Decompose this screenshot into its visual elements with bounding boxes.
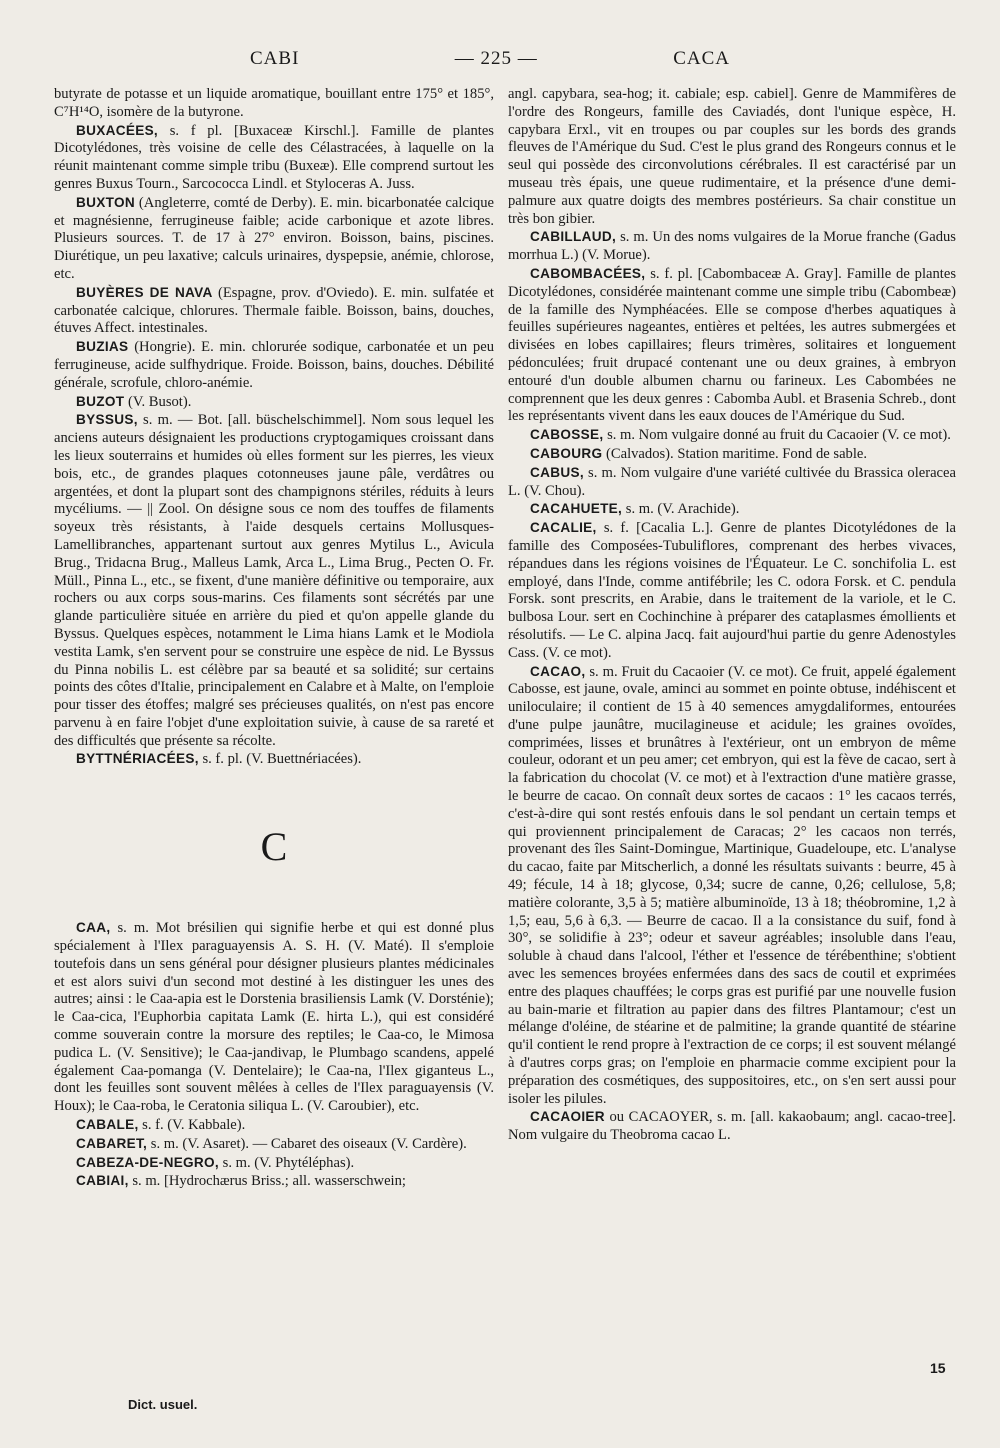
dictionary-entry xyxy=(508,500,956,519)
entry-headword: BYTTNÉRIACÉES, xyxy=(76,751,199,767)
entry-headword: BUXTON xyxy=(76,194,135,210)
entry-text: (Hongrie). E. min. chlorurée sodique, carbonatée et un peu ferrugineuse, acide sulfhydrique. Froide. Boisson, bains, douches. Débilité générale, scrofule, chloro-anémie. xyxy=(54,339,494,391)
entry-headword: CABEZA-DE-NEGRO, xyxy=(76,1154,220,1170)
dictionary-entry xyxy=(54,122,494,194)
entry-text: s. m. Nom vulgaire d'une variété cultivée du Brassica oleracea L. (V. Chou). xyxy=(508,464,956,499)
entry-headword: CABUS, xyxy=(530,464,584,480)
dictionary-entry xyxy=(508,265,956,426)
entry-headword: BUYÈRES DE NAVA xyxy=(76,284,213,300)
dictionary-entry xyxy=(508,445,956,464)
dictionary-entry xyxy=(54,194,494,284)
dictionary-entry xyxy=(54,86,494,122)
entry-headword: BUXACÉES, xyxy=(76,122,159,138)
entry-headword: CACAO, xyxy=(530,663,586,679)
entry-text: s. m. — Bot. [all. büschelschimmel]. Nom sous lequel les anciens auteurs désignaient les productions cryptogamiques croissant dans les lieux souterrains et humides où elles forment sur les pierres, les vieux bois, etc., de grandes plaques cotonneuses jaune pâle, verdâtres ou argentées, et dont la plupart sont des champignons stériles, réduits à leurs mycéliums. — || Zool. On désigne sous ce nom des touffes de filaments soyeux très résistants, à l'aide desquels certains Mollusques-Lamellibranches, appartenant surtout aux genres Mytilus L., Avicula Brug., Tridacna Brug., Malleus Lamk, Arca L., Lima Brug., Pecten O. Fr. Müll., Pinna L., etc., se fixent, d'une manière définitive ou temporaire, aux rochers ou aux corps sous-marins. Ces filaments sont sécrétés par une glande particulière située en arrière du pied et qu'on appelle glande du Byssus. Quelques espèces, notamment le Lima hians Lamk et le Modiola vestita Lamk, s'en servent pour se construire une espèce de nid. Le Byssus du Pinna nobilis L. est célèbre par sa beauté et sa solidité; sur certains points des côtes d'Italie, principalement en Calabre et à Malte, on l'emploie pour tisser des étoffes; malgré ses précieuses qualités, on n'est pas encore parvenu à en faire l'objet d'une exploitation suivie, à cause de sa rareté et des difficultés que présente sa récolte. xyxy=(54,412,494,749)
entry-headword: CABOURG xyxy=(530,445,603,461)
dictionary-entry xyxy=(54,919,494,1116)
entry-text: s. f. [Cacalia L.]. Genre de plantes Dicotylédones de la famille des Composées-Tubuliflores, comprenant des herbes vivaces, répandues dans les régions voisines de l'Équateur. Le C. sonchifolia L. est employé, dans l'Inde, comme antifébrile; les C. odora Forsk. et C. pendula Forsk. sont prescrits, en Arabie, dans le traitement de la variole, et le C. bulbosa Lour. sert en Cochinchine à préparer des cataplasmes émollients et résolutifs. — Le C. alpina Jacq. fait aujourd'hui partie du genre Adenostyles Cass. (V. ce mot). xyxy=(508,520,956,661)
page-number: — 225 — xyxy=(454,48,538,69)
entry-headword: CABARET, xyxy=(76,1135,148,1151)
dictionary-entry xyxy=(54,1116,494,1135)
entry-headword: CACAHUETE, xyxy=(530,501,623,517)
dictionary-entry xyxy=(54,411,494,750)
entry-text: s. m. Fruit du Cacaoier (V. ce mot). Ce fruit, appelé également Cabosse, est jaune, ovale, aminci au sommet en pointe obtuse, indéhiscent et uniloculaire; il contient de 15 à 40 semences amygdaliformes, entourées d'une pulpe jaunâtre, mucilagineuse et acidule; les graines ovoïdes, comprimées, lisses et brunâtres à l'extérieur, ont un embryon de même couleur, odorant et un peu amer; cet embryon, qui est la fève de cacao, sert à la fabrication du chocolat (V. ce mot) et à l'extraction d'une matière grasse, le beurre de cacao. On connaît deux sortes de cacaos : 1° les cacaos terrés, c'est-à-dire qui sont restés enfouis dans le sol pendant un certain temps et qui proviennent principalement de Caracas; 2° les cacaos non terrés, provenant des îles Saint-Domingue, Martinique, Guadeloupe, etc. L'analyse du cacao, faite par Mitscherlich, a donné les résultats suivants : beurre, 45 à 49; fécule, 14 à 18; glycose, 0,34; sucre de canne, 0,26; cellulose, 5,8; matière colorante, 3,5 à 5; matière albuminoïde, 13 à 18; théobromine, 1,2 à 1,5; eau, 5,6 à 6,3. — Beurre de cacao. Il a la consistance du suif, fond à 30°, se solidifie à 23°; odeur et saveur agréables; insoluble dans l'eau, soluble à chaud dans l'alcool, l'éther et l'essence de térébenthine; s'obtient avec les semences broyées enfermées dans des sacs de coutil et exprimées entre des plaques chauffées; le corps gras est purifié par une nouvelle fusion au bain-marie et filtration au papier dans des filtres Plantamour; c'est un mélange d'oléine, de stéarine et de palmitine; la grande quantité de stéarine qu'il contient le rend propre à l'extraction de ce corps; il est souvent mélangé à d'autres corps gras; on l'emploie en pharmacie comme excipient pour la préparation des cosmétiques, des suppositoires, etc., on s'en sert aussi pour isoler les pilules. xyxy=(508,663,956,1107)
left-column xyxy=(54,86,494,1191)
entry-text: s. m. (V. Phytéléphas). xyxy=(222,1154,355,1171)
dictionary-entry xyxy=(54,338,494,392)
entry-text: s. m. Un des noms vulgaires de la Morue franche (Gadus morrhua L.) (V. Morue). xyxy=(508,229,956,264)
entry-text: (Angleterre, comté de Derby). E. min. bicarbonatée calcique et magnésienne, ferrugineuse faible; acide carbonique et azote libres. Plusieurs sources. T. de 17 à 27° environ. Boisson, bains, piscines. Diurétique, un peu laxative; calculs urinaires, dyspepsie, anémie, chlorose, etc. xyxy=(54,194,494,282)
dictionary-entry xyxy=(508,464,956,501)
entry-headword: BYSSUS, xyxy=(76,412,138,428)
header-right-guide-word: CACA xyxy=(673,48,730,69)
entry-headword: CACAOIER xyxy=(530,1109,605,1125)
entry-headword: CABOSSE, xyxy=(530,427,604,443)
dictionary-entry xyxy=(54,1135,494,1154)
footer-signature-number: 15 xyxy=(930,1360,946,1376)
entry-text: s. m. (V. Asaret). — Cabaret des oiseaux (V. Cardère). xyxy=(150,1135,467,1152)
entry-headword: CACALIE, xyxy=(530,520,597,536)
right-column xyxy=(508,86,956,1145)
dictionary-entry xyxy=(54,284,494,338)
entry-text: angl. capybara, sea-hog; it. cabiale; esp. cabiel]. Genre de Mammifères de l'ordre des Rongeurs, famille des Caviadés, dont l'unique espèce, H. capybara Erxl., vit en troupes ou par couples sur les bords des grands fleuves de l'Amérique du Sud. C'est le plus grand des Rongeurs connus et le seul qui possède des circonvolutions cérébrales. Il est caractérisé par un museau très épais, une queue rudimentaire, et la présence d'une demi-palmure aux quatre doigts des membres postérieurs. Sa chair constitue un très bon gibier. xyxy=(508,86,956,227)
footer-signature: Dict. usuel. xyxy=(128,1397,198,1412)
entry-text: s. f. pl. [Cabombaceæ A. Gray]. Famille de plantes Dicotylédones, considérée maintenant comme une simple tribu (Cabombeæ) de la famille des Nymphéacées. Elle se compose d'herbes aquatiques à feuilles supérieures nageantes, entières et peltées, les autres submergées et divisées en lobes capillaires; fleurs trimères, solitaires et longuement pédonculées; fruit drupacé contenant une ou deux graines, à embryon entouré d'un double albumen charnu ou farineux. Les Cabombées ne comprennent que les deux genres : Cabomba Aubl. et Brasenia Schreb., dont les représentants vivent dans les eaux douces de l'Amérique du Sud. xyxy=(508,265,956,425)
dictionary-entry xyxy=(508,1108,956,1145)
dictionary-entry xyxy=(508,519,956,662)
entry-text: s. f. (V. Kabbale). xyxy=(142,1117,246,1134)
running-header xyxy=(250,48,730,70)
entry-text: (V. Busot). xyxy=(127,393,192,410)
dictionary-entry xyxy=(54,1172,494,1191)
entry-text: s. f pl. [Buxaceæ Kirschl.]. Famille de plantes Dicotylédones, très voisine de celle des Célastracées, à laquelle on la réunit maintenant comme simple tribu (Buxeæ). Elle comprend surtout les genres Buxus Tourn., Sarcococca Lindl. et Styloceras A. Juss. xyxy=(54,122,494,192)
dictionary-entry xyxy=(508,663,956,1109)
section-letter: C xyxy=(260,824,288,870)
right-entries xyxy=(508,86,956,1145)
entry-text: s. m. Nom vulgaire donné au fruit du Cacaoier (V. ce mot). xyxy=(607,427,951,444)
entry-headword: BUZOT xyxy=(76,393,125,409)
entry-text: s. f. pl. (V. Buettnériacées). xyxy=(202,751,362,768)
entry-headword: CABALE, xyxy=(76,1117,139,1133)
dictionary-entry xyxy=(508,426,956,445)
entry-text: s. m. Mot brésilien qui signifie herbe et qui est donné plus spécialement à l'Ilex paraguayensis A. S. H. (V. Maté). Il s'emploie toutefois dans un sens général pour désigner plusieurs plantes médicinales et est alors suivi d'un second mot destiné à les distinguer les unes des autres; ainsi : le Caa-apia est le Dorstenia brasiliensis Lamk (V. Dorsténie); le Caa-cica, l'Euphorbia capitata Lamk (E. hirta L.), qui est considéré comme souverain contre la morsure des reptiles; le Caa-co, le Mimosa pudica L. (V. Sensitive); le Caa-jandivap, le Plumbago scandens, appelé également Caa-pomanga (V. Dentelaire); le Caa-na, l'Ilex giganteus L., dont les feuilles sont souvent mêlées à celles de l'Ilex paraguayensis (V. Houx); le Caa-roba, le Ceratonia siliqua L. (V. Caroubier), etc. xyxy=(54,920,494,1115)
dictionary-entry xyxy=(54,1154,494,1173)
dictionary-entry xyxy=(508,228,956,265)
entry-text: s. m. [Hydrochærus Briss.; all. wasserschwein; xyxy=(132,1173,406,1190)
entry-headword: BUZIAS xyxy=(76,339,129,355)
left-entries-c xyxy=(54,919,494,1191)
dictionary-entry xyxy=(54,750,494,769)
entry-text: butyrate de potasse et un liquide aromatique, bouillant entre 175° et 185°, C⁷H¹⁴O, isomère de la butyrone. xyxy=(54,86,494,120)
entry-text: s. m. (V. Arachide). xyxy=(625,501,740,518)
entry-headword: CABOMBACÉES, xyxy=(530,265,646,281)
entry-text: ou CACAOYER, s. m. [all. kakaobaum; angl. cacao-tree]. Nom vulgaire du Theobroma cacao L. xyxy=(508,1109,956,1144)
entry-headword: CABIAI, xyxy=(76,1173,129,1189)
entry-text: (Espagne, prov. d'Oviedo). E. min. sulfatée et carbonatée calcique, chlorures. Thermale faible. Boisson, bains, douches, étuves Affect. intestinales. xyxy=(54,284,494,337)
entry-text: (Calvados). Station maritime. Fond de sable. xyxy=(606,445,868,462)
entry-headword: CAA, xyxy=(76,920,111,936)
entry-headword: CABILLAUD, xyxy=(530,229,617,245)
dictionary-entry xyxy=(54,393,494,412)
left-entries xyxy=(54,86,494,769)
dictionary-entry xyxy=(508,86,956,228)
header-left-guide-word: CABI xyxy=(250,48,300,69)
